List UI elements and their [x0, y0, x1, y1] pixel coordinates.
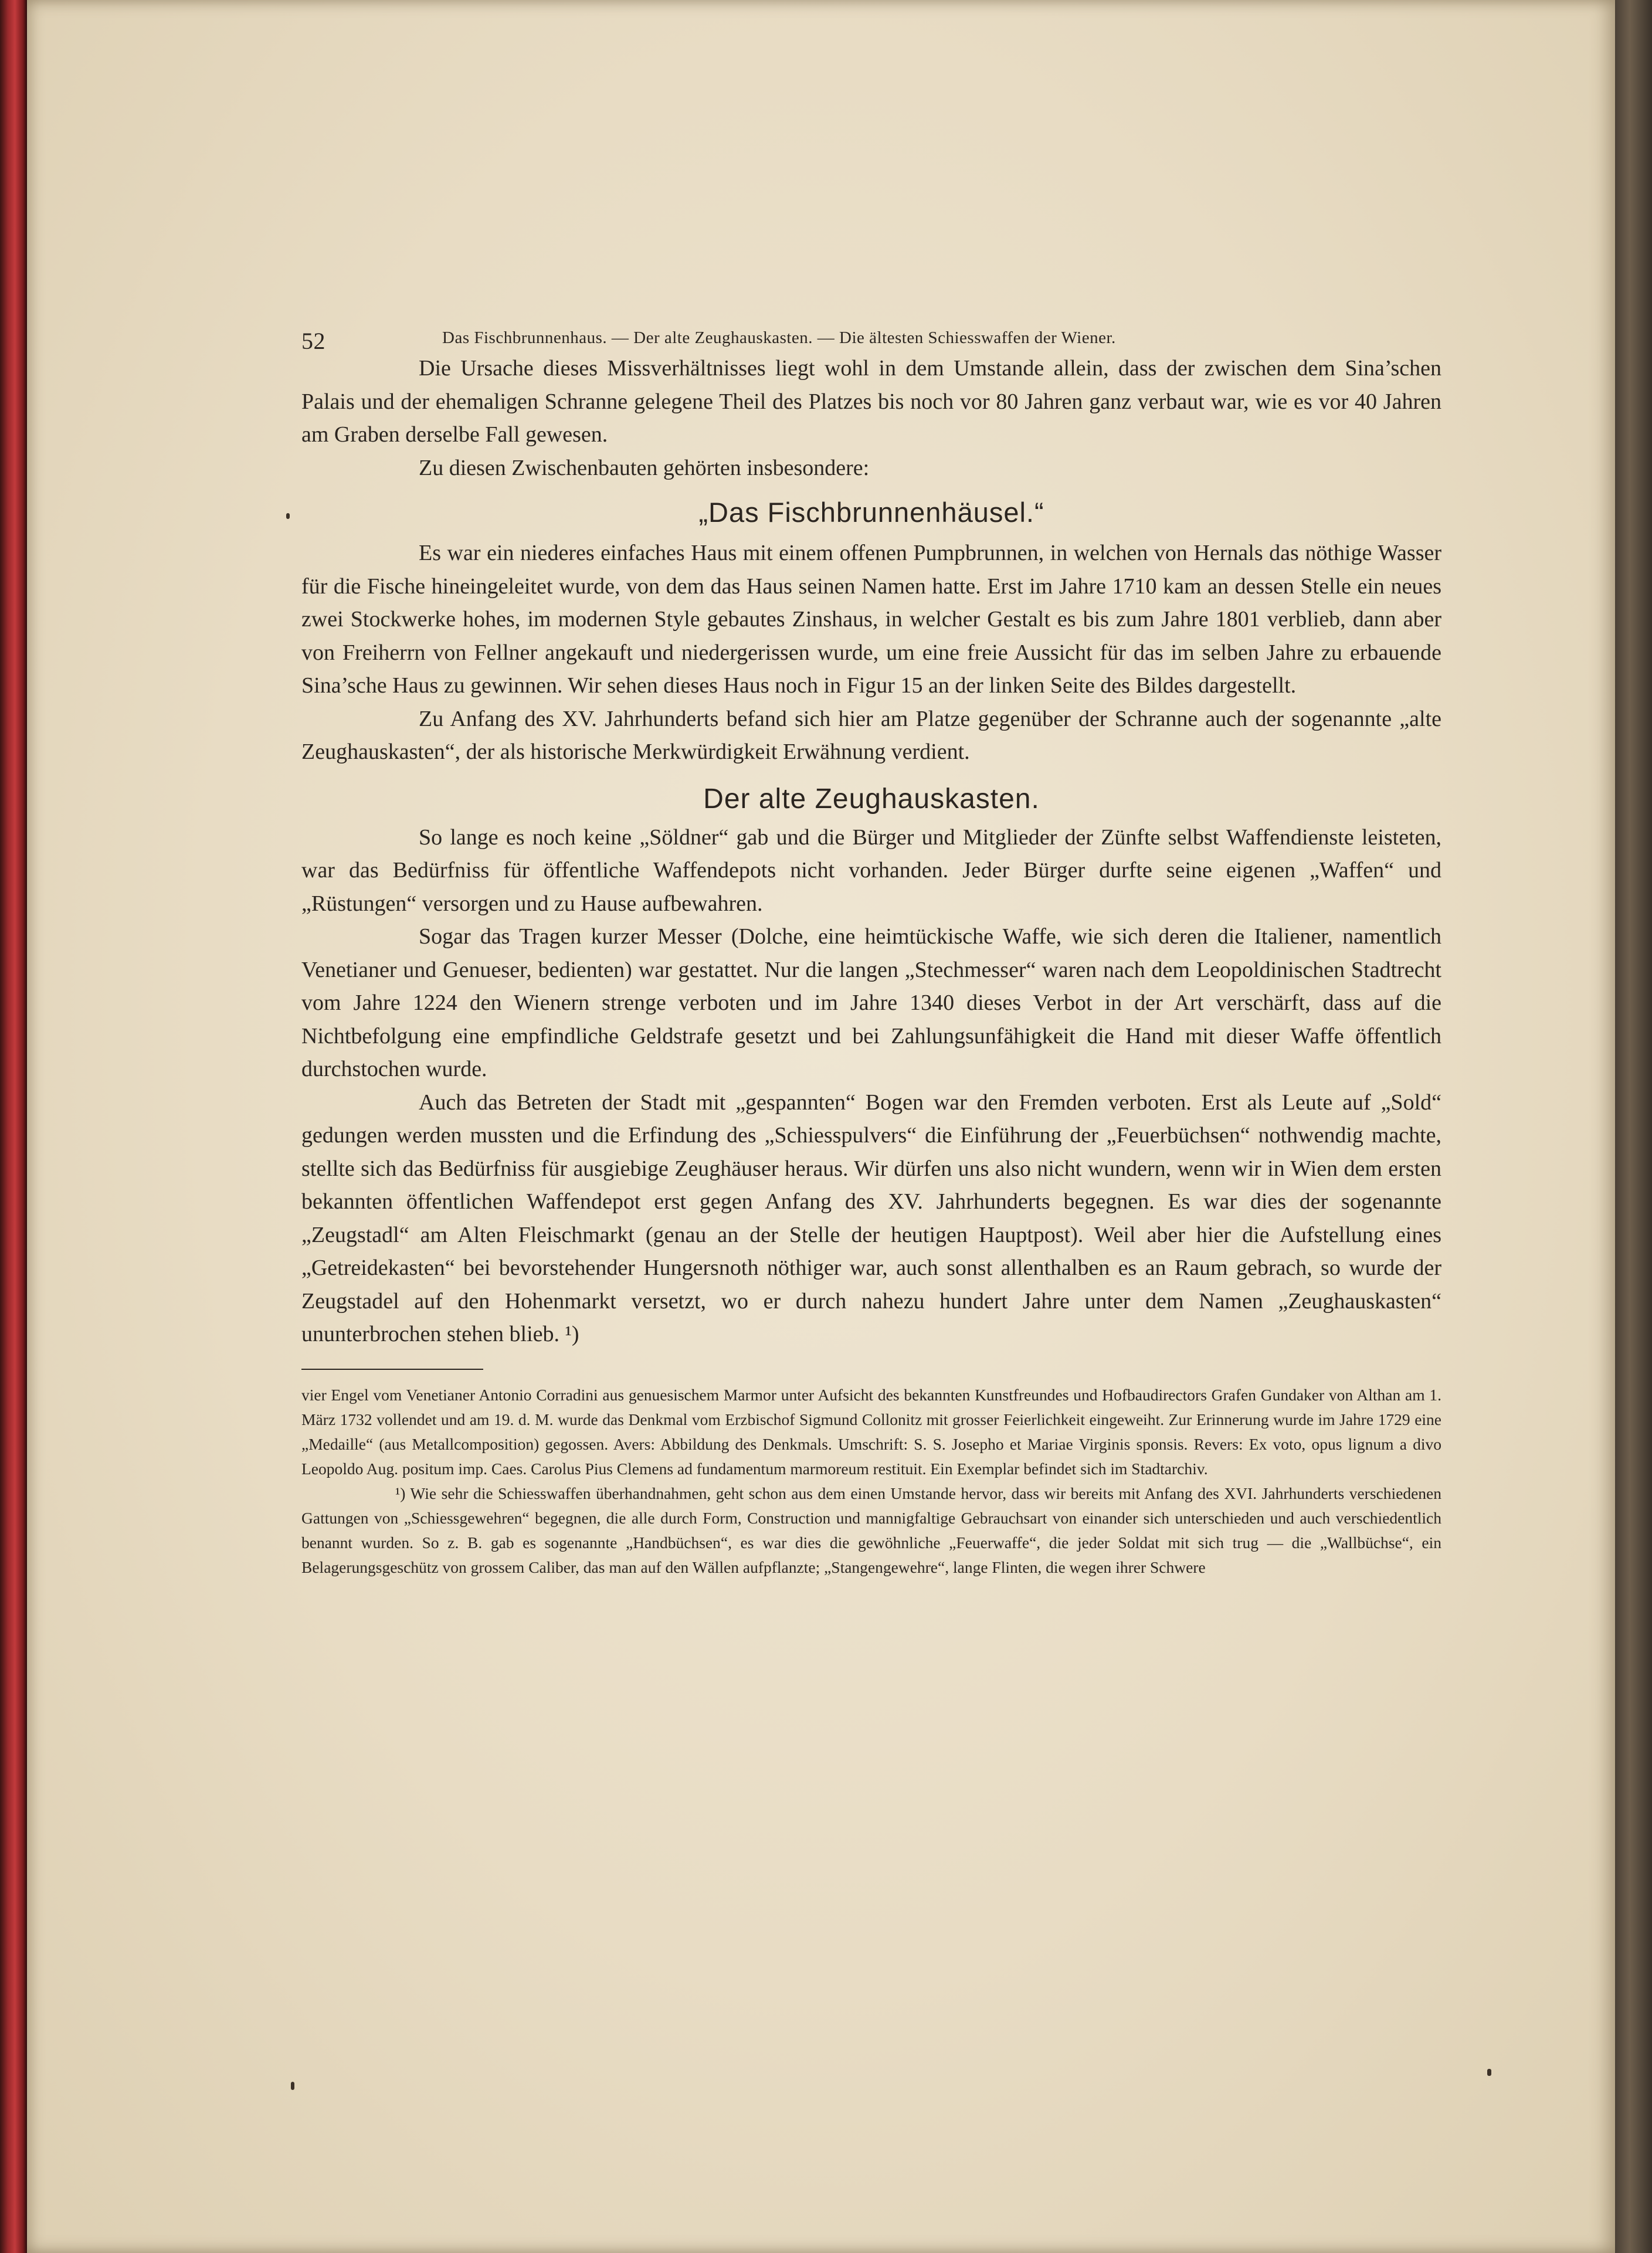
- paper-fleck: [286, 513, 290, 519]
- paragraph: Es war ein niederes einfaches Haus mit einem offenen Pumpbrunnen, in welchen von Hernals das nöthige Wasser für die Fische hineingeleitet wurde, von dem das Haus seinen Namen hatte. Erst im Jahre 1710 kam an dessen Stelle ein neues zwei Stockwerke hohes, im modernen Style gebautes Zinshaus, in welcher Gestalt es bis zum Jahre 1801 verblieb, dann aber von Freiherrn von Fellner angekauft und niedergerissen wurde, um eine freie Aussicht für das im selben Jahre zu erbauende Sina’sche Haus zu gewinnen. Wir sehen dieses Haus noch in Figur 15 an der linken Seite des Bildes dargestellt.: [301, 541, 1441, 698]
- paragraph: Zu Anfang des XV. Jahrhunderts befand sich hier am Platze gegenüber der Schranne auch der sogenannte „alte Zeughauskasten“, der als historische Merkwürdigkeit Erwähnung verdient.: [301, 706, 1441, 764]
- footnote-continued: vier Engel vom Venetianer Antonio Corradini aus genuesischem Marmor unter Aufsicht des bekannten Kunstfreundes und Hofbaudirectors Grafen Gundaker von Althan am 1. März 1732 vollendet und am 19. d. M. wurde das Denkmal vom Erzbischof Sigmund Collonitz mit grosser Feierlichkeit eingeweiht. Zur Erinnerung wurde im Jahre 1729 eine „Medaille“ (aus Metallcomposition) gegossen. Avers: Abbildung des Denkmals. Umschrift: S. S. Josepho et Mariae Virginis sponsis. Revers: Ex voto, opus lignum a divo Leopoldo Aug. positum imp. Caes. Carolus Pius Clemens ad fundamentum marmoreum restituit. Ein Exemplar befindet sich im Stadtarchiv.: [301, 1385, 1441, 1478]
- book-binding: [0, 0, 27, 2253]
- section-heading: „Das Fischbrunnenhäusel.“: [698, 497, 1044, 528]
- page-content: [301, 311, 1441, 2070]
- section-heading: Der alte Zeughauskasten.: [703, 783, 1040, 815]
- paper-fleck: [291, 2082, 294, 2090]
- footnote: ¹) Wie sehr die Schiesswaffen überhandnahmen, geht schon aus dem einen Umstande hervor, dass wir bereits mit Anfang des XVI. Jahrhunderts verschiedenen Gattungen von „Schiessgewehren“ begegnen, die alle durch Form, Construction und mannigfaltige Gebrauchsart von einander sich unterschieden und auch verschiedentlich benannt wurden. So z. B. gab es sogenannte „Handbüchsen“, es war dies die gewöhnliche „Feuerwaffe“, die jeder Soldat mit sich trug — die „Wallbüchse“, ein Belagerungsgeschütz von grossem Caliber, das man auf den Wällen aufpflanzte; „Stangengewehre“, lange Flinten, die wegen ihrer Schwere: [301, 1484, 1441, 1576]
- paragraph: So lange es noch keine „Söldner“ gab und die Bürger und Mitglieder der Zünfte selbst Waffendienste leisteten, war das Bedürfniss für öffentliche Waffendepots nicht vorhanden. Jeder Bürger durfte seine eigenen „Waffen“ und „Rüstungen“ versorgen und zu Hause aufbewahren.: [301, 824, 1441, 916]
- running-header: [301, 311, 1441, 352]
- paragraph: Die Ursache dieses Missverhältnisses liegt wohl in dem Umstande allein, dass der zwischen dem Sina’schen Palais und der ehemaligen Schranne gelegene Theil des Platzes bis noch vor 80 Jahren ganz verbaut war, wie es vor 40 Jahren am Graben derselbe Fall gewesen.: [301, 356, 1441, 447]
- paragraph: Zu diesen Zwischenbauten gehörten insbesondere:: [419, 455, 870, 480]
- paper-fleck: [1487, 2069, 1491, 2076]
- page-edge: [1615, 0, 1652, 2253]
- running-title: Das Fischbrunnenhaus. — Der alte Zeughauskasten. — Die ältesten Schiesswaffen der Wiener.: [442, 328, 1116, 347]
- paragraph: Sogar das Tragen kurzer Messer (Dolche, eine heimtückische Waffe, wie sich deren die Italiener, namentlich Venetianer und Genueser, bedienten) war gestattet. Nur die langen „Stechmesser“ waren nach dem Leopoldinischen Stadtrecht vom Jahre 1224 den Wienern strenge verboten und im Jahre 1340 dieses Verbot in der Art verschärft, dass auf die Nichtbefolgung eine empfindliche Geldstrafe gesetzt und bei Zahlungsunfähigkeit die Hand mit dieser Waffe öffentlich durchstochen wurde.: [301, 924, 1441, 1081]
- page-number: 52: [301, 328, 325, 354]
- paragraph: Auch das Betreten der Stadt mit „gespannten“ Bogen war den Fremden verboten. Erst als Leute auf „Sold“ gedungen werden mussten und die Erfindung des „Schiesspulvers“ die Einführung der „Feuerbüchsen“ nothwendig machte, stellte sich das Bedürfniss für ausgiebige Zeughäuser heraus. Wir dürfen uns also nicht wundern, wenn wir in Wien dem ersten bekannten öffentlichen Waffendepot erst gegen Anfang des XV. Jahrhunderts begegnen. Es war dies der sogenannte „Zeugstadl“ am Alten Fleischmarkt (genau an der Stelle der heutigen Hauptpost). Weil aber hier die Aufstellung eines „Getreidekasten“ bei bevorstehender Hungersnoth nöthiger war, auch sonst allenthalben es an Raum gebrach, so wurde der Zeugstadel auf den Hohenmarkt versetzt, wo er durch nahezu hundert Jahre unter dem Namen „Zeughauskasten“ ununterbrochen stehen blieb. ¹): [301, 1090, 1441, 1346]
- footnote-rule: [301, 1369, 483, 1370]
